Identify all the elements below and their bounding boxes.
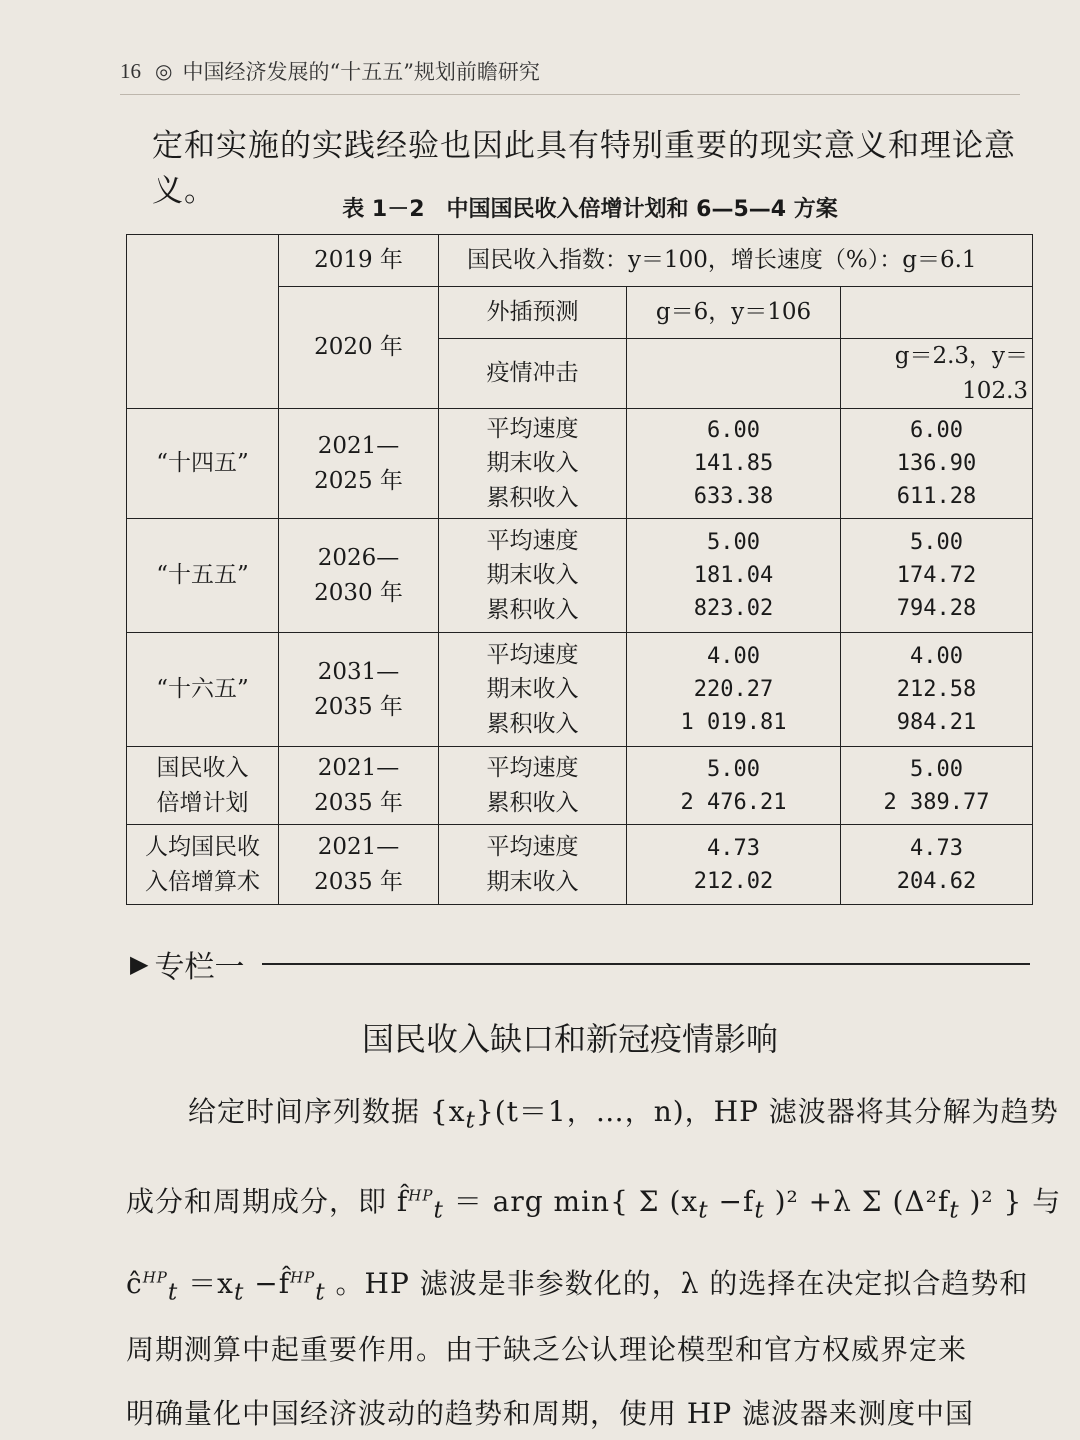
pandemic-values: 6.00 136.90 611.28 bbox=[841, 409, 1033, 519]
table-row bbox=[127, 633, 1033, 747]
sidebar-label: 专栏一 bbox=[154, 950, 245, 985]
value-cell: g＝2.3，y＝102.3 bbox=[841, 339, 1033, 409]
years-cell: 2026— 2030 年 bbox=[279, 519, 439, 633]
heading-rule bbox=[262, 963, 1030, 965]
year-cell: 2019 年 bbox=[279, 235, 439, 287]
income-plan-table bbox=[126, 234, 1033, 905]
label-cell: 平均速度 期末收入 累积收入 bbox=[439, 409, 627, 519]
period-cell: 人均国民收 入倍增算术 bbox=[127, 825, 279, 905]
extrapolation-values: 6.00 141.85 633.38 bbox=[627, 409, 841, 519]
extrapolation-values: 4.00 220.27 1 019.81 bbox=[627, 633, 841, 747]
value-cell bbox=[627, 339, 841, 409]
intro-paragraph: 定和实施的实践经验也因此具有特别重要的现实意义和理论意义。 bbox=[152, 128, 1016, 209]
body-paragraph-line: $ĉ^{HP}_t =x_t$ −f̂$^{HP}_t$ 。HP 滤波是非参数化的，λ 的选择在决定拟合趋势和 bbox=[126, 1267, 1029, 1306]
years-cell: 2021— 2025 年 bbox=[279, 409, 439, 519]
label-cell: 平均速度 期末收入 累积收入 bbox=[439, 519, 627, 633]
table-row bbox=[127, 519, 1033, 633]
page-number: 16 bbox=[120, 58, 141, 83]
triangle-right-icon: ▶ bbox=[130, 950, 149, 978]
table-row bbox=[127, 235, 1033, 287]
pandemic-values: 5.00 174.72 794.28 bbox=[841, 519, 1033, 633]
body-paragraph-line: 周期测算中起重要作用。由于缺乏公认理论模型和官方权威界定来 bbox=[126, 1333, 968, 1366]
table-caption: 表 1－2 中国国民收入倍增计划和 6—5—4 方案 bbox=[342, 197, 838, 222]
extrapolation-values: 5.00 181.04 823.02 bbox=[627, 519, 841, 633]
label-cell: 疫情冲击 bbox=[439, 339, 627, 409]
years-cell: 2021— 2035 年 bbox=[279, 825, 439, 905]
circle-bullet-icon: ◎ bbox=[155, 59, 173, 83]
pandemic-values: 5.00 2 389.77 bbox=[841, 747, 1033, 825]
sidebar-title: 国民收入缺口和新冠疫情影响 bbox=[361, 1020, 778, 1058]
empty-corner-cell bbox=[127, 235, 279, 409]
year-cell: 2020 年 bbox=[279, 287, 439, 409]
period-cell: 国民收入 倍增计划 bbox=[127, 747, 279, 825]
extrapolation-values: 5.00 2 476.21 bbox=[627, 747, 841, 825]
years-cell: 2031— 2035 年 bbox=[279, 633, 439, 747]
table-row bbox=[127, 825, 1033, 905]
period-cell: “十五五” bbox=[127, 519, 279, 633]
value-cell bbox=[841, 287, 1033, 339]
label-cell: 平均速度 累积收入 bbox=[439, 747, 627, 825]
value-cell: g＝6，y＝106 bbox=[627, 287, 841, 339]
pandemic-values: 4.73 204.62 bbox=[841, 825, 1033, 905]
label-cell: 平均速度 期末收入 累积收入 bbox=[439, 633, 627, 747]
label-cell: 外插预测 bbox=[439, 287, 627, 339]
book-title: 中国经济发展的“十五五”规划前瞻研究 bbox=[182, 60, 540, 84]
body-paragraph-line: 明确量化中国经济波动的趋势和周期，使用 HP 滤波器来测度中国 bbox=[126, 1397, 975, 1430]
body-paragraph-line: 成分和周期成分，即 f̂$^{HP}_t$ ＝ arg min{ Σ ($x_t -f_t$ )² +λ Σ ($\Delta^2f_t$ )² } 与 bbox=[126, 1185, 1062, 1224]
period-cell: “十四五” bbox=[127, 409, 279, 519]
baseline-cell: 国民收入指数：y＝100，增长速度（%）：g＝6.1 bbox=[439, 235, 1033, 287]
table-row bbox=[127, 747, 1033, 825]
pandemic-values: 4.00 212.58 984.21 bbox=[841, 633, 1033, 747]
table-row bbox=[127, 409, 1033, 519]
body-paragraph-line: 给定时间序列数据 $\{x_t\}(t=1$，…，n)，HP 滤波器将其分解为趋势 bbox=[188, 1095, 1059, 1134]
running-header bbox=[120, 48, 1020, 95]
label-cell: 平均速度 期末收入 bbox=[439, 825, 627, 905]
years-cell: 2021— 2035 年 bbox=[279, 747, 439, 825]
sidebar-heading bbox=[130, 944, 1030, 984]
period-cell: “十六五” bbox=[127, 633, 279, 747]
extrapolation-values: 4.73 212.02 bbox=[627, 825, 841, 905]
